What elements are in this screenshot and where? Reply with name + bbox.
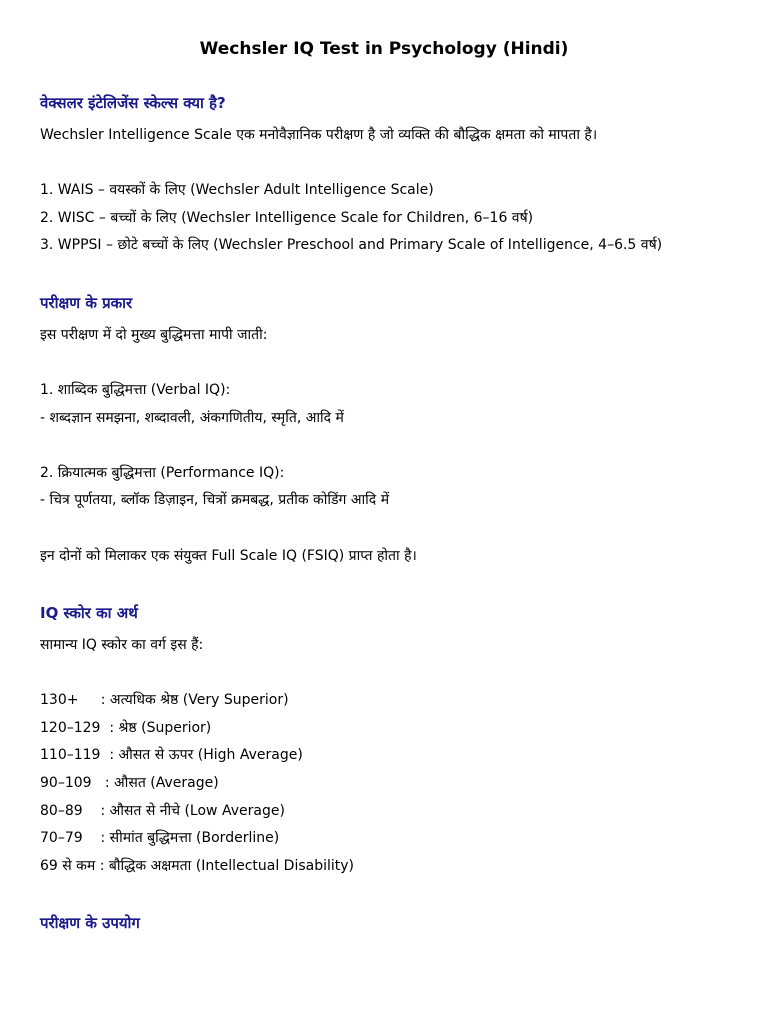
page-title: Wechsler IQ Test in Psychology (Hindi): [199, 39, 569, 59]
intro-item-wisc: 2. WISC – बच्चों के लिए (Wechsler Intelligence Scale for Children, 6–16 वर्ष): [40, 210, 534, 226]
iq-range-row: [40, 773, 219, 792]
iq-range-label: : बौद्धिक अक्षमता (Intellectual Disability): [99, 858, 355, 874]
fsiq-summary: इन दोनों को मिलाकर एक संयुक्त Full Scale IQ (FSIQ) प्राप्त होता है।: [40, 548, 417, 564]
section-heading-scores: IQ स्कोर का अर्थ: [40, 604, 138, 622]
performance-iq-description: - चित्र पूर्णतया, ब्लॉक डिज़ाइन, चित्रों क्रमबद्ध, प्रतीक कोडिंग आदि में: [40, 492, 390, 508]
iq-range-row: [40, 745, 303, 764]
intro-item-wppsi: 3. WPPSI – छोटे बच्चों के लिए (Wechsler Preschool and Primary Scale of Intelligence, 4–6.5 वर्ष): [40, 237, 663, 253]
intro-item-wais: 1. WAIS – वयस्कों के लिए (Wechsler Adult Intelligence Scale): [40, 182, 434, 198]
iq-range-row: [40, 801, 285, 820]
iq-range-row: [40, 828, 279, 847]
section-heading-uses: परीक्षण के उपयोग: [40, 914, 140, 932]
section-heading-intro: वेक्सलर इंटेलिजेंस स्केल्स क्या है?: [40, 94, 226, 112]
iq-range-value: 80–89: [40, 803, 101, 819]
iq-range-label: : सीमांत बुद्धिमत्ता (Borderline): [100, 830, 280, 846]
iq-range-value: 110–119: [40, 747, 110, 763]
iq-range-label: : औसत से ऊपर (High Average): [109, 747, 303, 763]
iq-range-value: 69 से कम: [40, 858, 100, 874]
iq-range-label: : अत्यधिक श्रेष्ठ (Very Superior): [100, 692, 289, 708]
iq-range-label: : औसत (Average): [104, 775, 219, 791]
iq-range-value: 130+: [40, 692, 101, 708]
components-paragraph: इस परीक्षण में दो मुख्य बुद्धिमत्ता मापी जाती:: [40, 327, 268, 343]
iq-range-value: 70–79: [40, 830, 101, 846]
verbal-iq-title: 1. शाब्दिक बुद्धिमत्ता (Verbal IQ):: [40, 382, 231, 398]
iq-range-label: : औसत से नीचे (Low Average): [100, 803, 285, 819]
iq-range-value: 90–109: [40, 775, 105, 791]
performance-iq-title: 2. क्रियात्मक बुद्धिमत्ता (Performance IQ):: [40, 465, 285, 481]
iq-range-value: 120–129: [40, 720, 110, 736]
iq-range-row: [40, 718, 211, 737]
section-heading-components: परीक्षण के प्रकार: [40, 294, 133, 312]
iq-range-row: [40, 856, 354, 875]
iq-range-row: [40, 690, 289, 709]
scores-paragraph: सामान्य IQ स्कोर का वर्ग इस हैं:: [40, 637, 204, 653]
iq-range-label: : श्रेष्ठ (Superior): [109, 720, 212, 736]
intro-paragraph: Wechsler Intelligence Scale एक मनोवैज्ञानिक परीक्षण है जो व्यक्ति की बौद्धिक क्षमता को मापता है।: [40, 127, 598, 143]
verbal-iq-description: - शब्दज्ञान समझना, शब्दावली, अंकगणितीय, स्मृति, आदि में: [40, 410, 344, 426]
